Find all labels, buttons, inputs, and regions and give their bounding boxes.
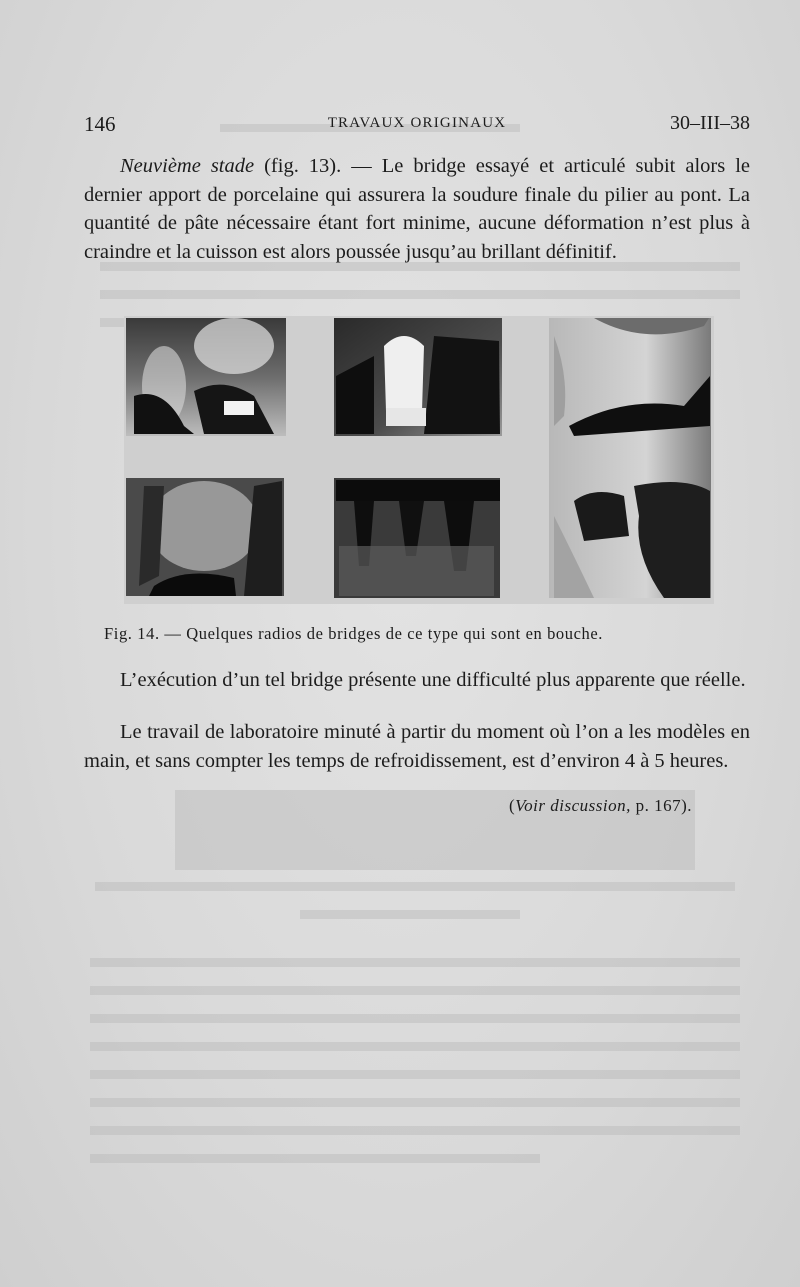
paragraph-lab-work: Le travail de laboratoire minuté à partir du moment où l’on a les modèles en main, et sans compter les temps de refroidissement, est d’environ 4 à 5 heures. [84,721,750,772]
radiograph-1 [126,318,286,436]
page-number: 146 [84,112,116,136]
stage-heading: Neuvième stade [120,155,255,177]
issue-date: 30–III–38 [670,112,750,134]
figure-caption: Fig. 14. — Quelques radios de bridges de ce type qui sont en bouche. [104,624,604,643]
running-title: TRAVAUX ORIGINAUX [327,115,507,131]
reference-italic: Voir discussion, [515,796,631,815]
paragraph-execution: L’exécution d’un tel bridge présente une difficulté plus apparente que réelle. [120,669,746,691]
reference-prefix: ( [508,796,516,815]
paragraph-ninth-stage [84,152,750,266]
radiograph-2 [334,318,502,436]
running-head [84,112,750,138]
radiograph-figure [124,316,714,604]
radiograph-4 [126,478,284,596]
radiograph-3 [549,318,711,598]
paragraph-ninth-stage-text: (fig. 13). — Le bridge essayé et articulé subit alors le dernier apport de porcelaine qui assurera la soudure finale du pilier au pont. La quantité de pâte nécessaire étant fort minime, aucune déformation n’est plus à craindre et la cuisson est alors poussée jusqu’au brillant définitif. [84,155,751,263]
reference-suffix: p. 167). [630,796,692,815]
discussion-reference [509,796,692,816]
radiograph-5 [334,478,500,598]
